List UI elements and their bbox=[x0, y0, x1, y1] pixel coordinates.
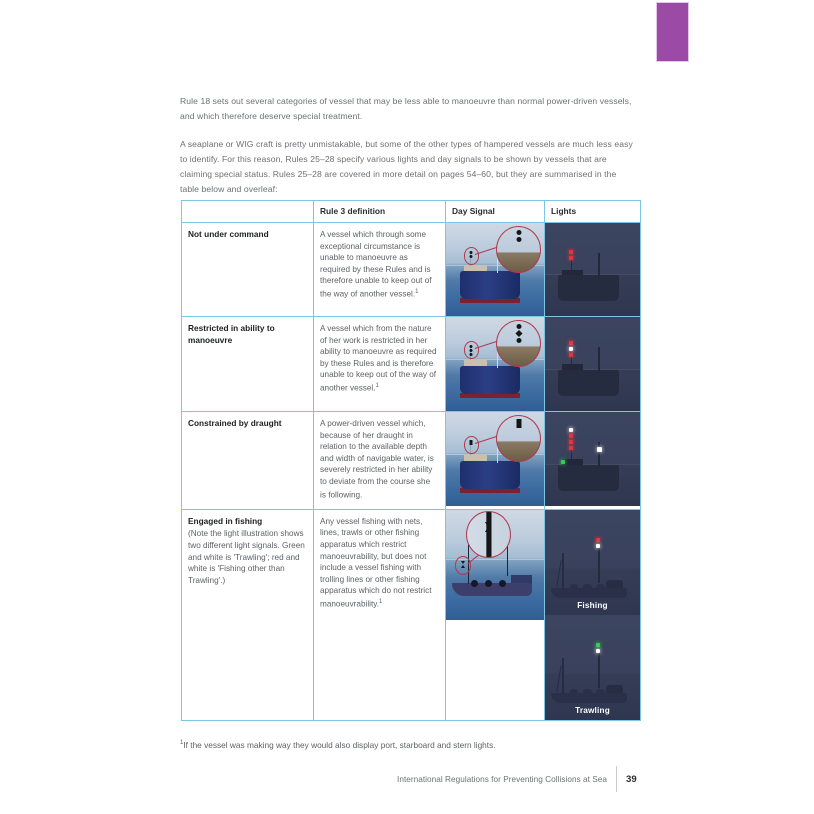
black-ball-icon bbox=[516, 237, 521, 242]
red-light-icon bbox=[569, 256, 573, 260]
day-shape-stack-small bbox=[470, 345, 473, 356]
footer-divider bbox=[616, 766, 617, 792]
hampered-vessel-signal-table bbox=[181, 200, 641, 721]
red-light-icon bbox=[569, 341, 573, 345]
day-shape-stack-small bbox=[470, 251, 473, 258]
day-shape-stack-small bbox=[470, 440, 473, 445]
light-signal-group bbox=[569, 250, 573, 260]
intro-paragraph-1: Rule 18 sets out several categories of vessel that may be less able to manoeuvre than normal power-driven vessels, and which therefore deserve special treatment. bbox=[180, 95, 632, 121]
black-ball-icon bbox=[516, 338, 521, 343]
light-signal-group bbox=[569, 341, 573, 357]
magnifier-zoom-circle bbox=[496, 415, 541, 462]
black-diamond-icon bbox=[469, 349, 473, 353]
red-light-icon bbox=[569, 446, 573, 450]
light-signal-group-fishing bbox=[596, 538, 600, 548]
day-shape-stack bbox=[516, 419, 521, 428]
page-footer bbox=[180, 766, 640, 792]
day-signal-illustration-cbd bbox=[446, 412, 544, 506]
day-shape-stack bbox=[516, 324, 521, 343]
sea-scene bbox=[446, 510, 544, 620]
magnifier-zoom-circle bbox=[496, 226, 541, 273]
cell-day-signal bbox=[446, 223, 545, 317]
table-row-restricted-ability bbox=[182, 317, 641, 412]
lights-illustration-cbd bbox=[545, 412, 640, 506]
vessel-category-title: Not under command bbox=[188, 229, 269, 239]
column-header-day-signal-label: Day Signal bbox=[452, 206, 495, 216]
black-cylinder-icon bbox=[516, 419, 521, 428]
day-shape-stack-small bbox=[461, 561, 465, 568]
ship-hull bbox=[460, 271, 521, 299]
white-light-icon bbox=[596, 649, 600, 653]
fishing-hull bbox=[551, 693, 627, 704]
fishing-deck-bump bbox=[596, 689, 605, 694]
white-light-icon bbox=[569, 428, 573, 432]
cell-day-signal bbox=[446, 412, 545, 510]
red-light-icon bbox=[569, 250, 573, 254]
fishing-mast bbox=[562, 658, 564, 694]
lights-illustration-ram bbox=[545, 317, 640, 411]
table-row-constrained-draught bbox=[182, 412, 641, 510]
black-cylinder-icon bbox=[470, 440, 473, 445]
black-ball-icon bbox=[470, 353, 473, 356]
light-signal-group-trawling bbox=[596, 643, 600, 653]
column-header-lights-label: Lights bbox=[551, 206, 577, 216]
day-signal-illustration-ram bbox=[446, 317, 544, 411]
lights-caption-trawling: Trawling bbox=[575, 705, 610, 715]
definition-body: Any vessel fishing with nets, lines, trawls or other fishing apparatus which restrict manoeuvrability, but does not include a vessel fishing with trolling lines or other fishing apparatus which do not restrict manoeuvrability. bbox=[320, 516, 432, 609]
vessel-category-title: Engaged in fishing bbox=[188, 515, 263, 526]
definition-body: A vessel which from the nature of her work is restricted in her ability to manoeuvre as required by these Rules and is therefore unable to keep out of the way of another vessel. bbox=[320, 324, 437, 393]
definition-footnote-marker: 1 bbox=[379, 599, 383, 606]
night-mast bbox=[598, 253, 599, 277]
column-header-day-signal bbox=[446, 201, 545, 223]
black-cone-up-icon bbox=[485, 527, 491, 532]
night-hull bbox=[558, 275, 619, 301]
ship-boot-topping bbox=[460, 298, 521, 303]
definition-text bbox=[314, 412, 445, 509]
night-hull bbox=[558, 370, 619, 396]
fishing-deck-bump bbox=[596, 584, 605, 589]
black-ball-icon bbox=[470, 251, 473, 254]
cell-lights bbox=[545, 509, 641, 720]
red-light-icon bbox=[569, 353, 573, 357]
ship-hull bbox=[460, 366, 521, 394]
definition-text bbox=[314, 223, 445, 308]
cell-rule3-definition bbox=[314, 412, 446, 510]
cell-rule3-definition bbox=[314, 509, 446, 720]
night-scene bbox=[545, 317, 640, 411]
vessel-category-title: Constrained by draught bbox=[188, 418, 282, 428]
day-shape-stack bbox=[516, 230, 521, 242]
white-light-icon bbox=[569, 347, 573, 351]
red-light-icon bbox=[569, 440, 573, 444]
column-header-lights bbox=[545, 201, 641, 223]
sea-scene bbox=[446, 412, 544, 506]
red-light-icon bbox=[569, 434, 573, 438]
lights-caption-fishing: Fishing bbox=[577, 600, 608, 610]
cell-day-signal bbox=[446, 317, 545, 412]
fishing-hull bbox=[551, 588, 627, 599]
night-scene bbox=[545, 615, 640, 720]
night-mast bbox=[598, 347, 599, 371]
day-signal-illustration-nuc bbox=[446, 223, 544, 316]
trawler-aft-mast bbox=[507, 545, 508, 576]
definition-body: A vessel which through some exceptional circumstance is unable to manoeuvre as required by these Rules and is therefore unable to keep out of the way of another vessel. bbox=[320, 230, 432, 299]
green-light-icon bbox=[596, 643, 600, 647]
cell-vessel-category bbox=[182, 509, 314, 720]
definition-text bbox=[314, 510, 445, 618]
trawler-hull bbox=[452, 583, 532, 596]
cell-vessel-category bbox=[182, 223, 314, 317]
light-signal-group bbox=[569, 428, 573, 450]
magnifier-source-circle bbox=[455, 556, 472, 575]
definition-body: A power-driven vessel which, because of her draught in relation to the available depth and width of navigable water, is severely restricted in her ability to deviate from the course she is following. bbox=[320, 419, 434, 500]
table-row-engaged-in-fishing bbox=[182, 509, 641, 720]
table-row-not-under-command bbox=[182, 223, 641, 317]
light-post bbox=[598, 544, 599, 584]
red-light-icon bbox=[596, 538, 600, 542]
magnifier-source-circle bbox=[464, 436, 480, 454]
trawler-fender bbox=[499, 580, 506, 587]
night-scene bbox=[545, 223, 640, 316]
column-header-vessel-label bbox=[182, 201, 313, 206]
cell-day-signal bbox=[446, 509, 545, 720]
black-cone-up-icon bbox=[461, 565, 465, 568]
magnifier-zoom-circle bbox=[496, 320, 541, 367]
column-header-definition bbox=[314, 201, 446, 223]
chapter-thumb-tab bbox=[656, 2, 689, 62]
definition-footnote-marker: 1 bbox=[375, 382, 379, 389]
fishing-deck-bump bbox=[583, 689, 592, 694]
light-post bbox=[571, 448, 572, 461]
footnote-marker: 1 bbox=[180, 740, 184, 747]
fishing-deck-bump bbox=[570, 689, 579, 694]
cell-rule3-definition bbox=[314, 223, 446, 317]
column-header-vessel bbox=[182, 201, 314, 223]
trawler-fender bbox=[485, 580, 492, 587]
white-masthead-light-icon bbox=[597, 447, 602, 452]
cell-rule3-definition bbox=[314, 317, 446, 412]
black-cone-down-icon bbox=[461, 561, 465, 564]
night-mast bbox=[598, 442, 599, 466]
cell-lights bbox=[545, 317, 641, 412]
magnifier-source-circle bbox=[464, 247, 480, 265]
sea-scene bbox=[446, 317, 544, 411]
fishing-mast bbox=[562, 553, 564, 589]
lights-illustration-nuc bbox=[545, 223, 640, 316]
intro-paragraph-2: A seaplane or WIG craft is pretty unmistakable, but some of the other types of hampered vessels are much less easy to identify. For this reason, Rules 25–28 specify various lights and day signals to be shown by vessels that are claiming special status. Rules 25–28 are covered in more detail on pages 54–60, but they are summarised in the table below and overleaf: bbox=[180, 138, 633, 195]
definition-text bbox=[314, 317, 445, 402]
day-shape-stack bbox=[485, 522, 491, 532]
lights-illustration-fishing bbox=[545, 510, 640, 615]
footnote-text: If the vessel was making way they would also display port, starboard and stern lights. bbox=[183, 740, 496, 751]
ship-hull bbox=[460, 461, 521, 489]
sea-scene bbox=[446, 223, 544, 316]
night-scene bbox=[545, 412, 640, 506]
page-footnote bbox=[180, 737, 640, 751]
night-hull bbox=[558, 465, 619, 491]
definition-footnote-marker: 1 bbox=[415, 288, 419, 295]
cell-lights bbox=[545, 223, 641, 317]
cell-vessel-category bbox=[182, 412, 314, 510]
lights-illustration-trawling bbox=[545, 615, 640, 720]
black-diamond-icon bbox=[515, 330, 522, 337]
light-post bbox=[598, 649, 599, 689]
vessel-category-note: (Note the light illustration shows two different light signals. Green and white is 'Trawling'; red and white is 'Fishing other than Trawling'.) bbox=[188, 529, 305, 585]
column-header-definition-label: Rule 3 definition bbox=[320, 206, 386, 216]
fishing-deck-bump bbox=[583, 584, 592, 589]
table-header-row bbox=[182, 201, 641, 223]
magnifier-source-circle bbox=[464, 341, 480, 359]
black-ball-icon bbox=[470, 255, 473, 258]
page-number: 39 bbox=[626, 773, 637, 785]
white-light-icon bbox=[596, 544, 600, 548]
cell-lights bbox=[545, 412, 641, 510]
cell-vessel-category bbox=[182, 317, 314, 412]
vessel-category-title: Restricted in ability to manoeuvre bbox=[188, 323, 275, 345]
green-sidelight-icon bbox=[561, 460, 565, 464]
footer-title: International Regulations for Preventing Collisions at Sea bbox=[397, 774, 607, 784]
black-ball-icon bbox=[516, 230, 521, 235]
day-signal-illustration-fishing bbox=[446, 510, 544, 620]
night-scene bbox=[545, 510, 640, 615]
fishing-deck-bump bbox=[570, 584, 579, 589]
magnifier-zoom-circle bbox=[466, 511, 511, 558]
